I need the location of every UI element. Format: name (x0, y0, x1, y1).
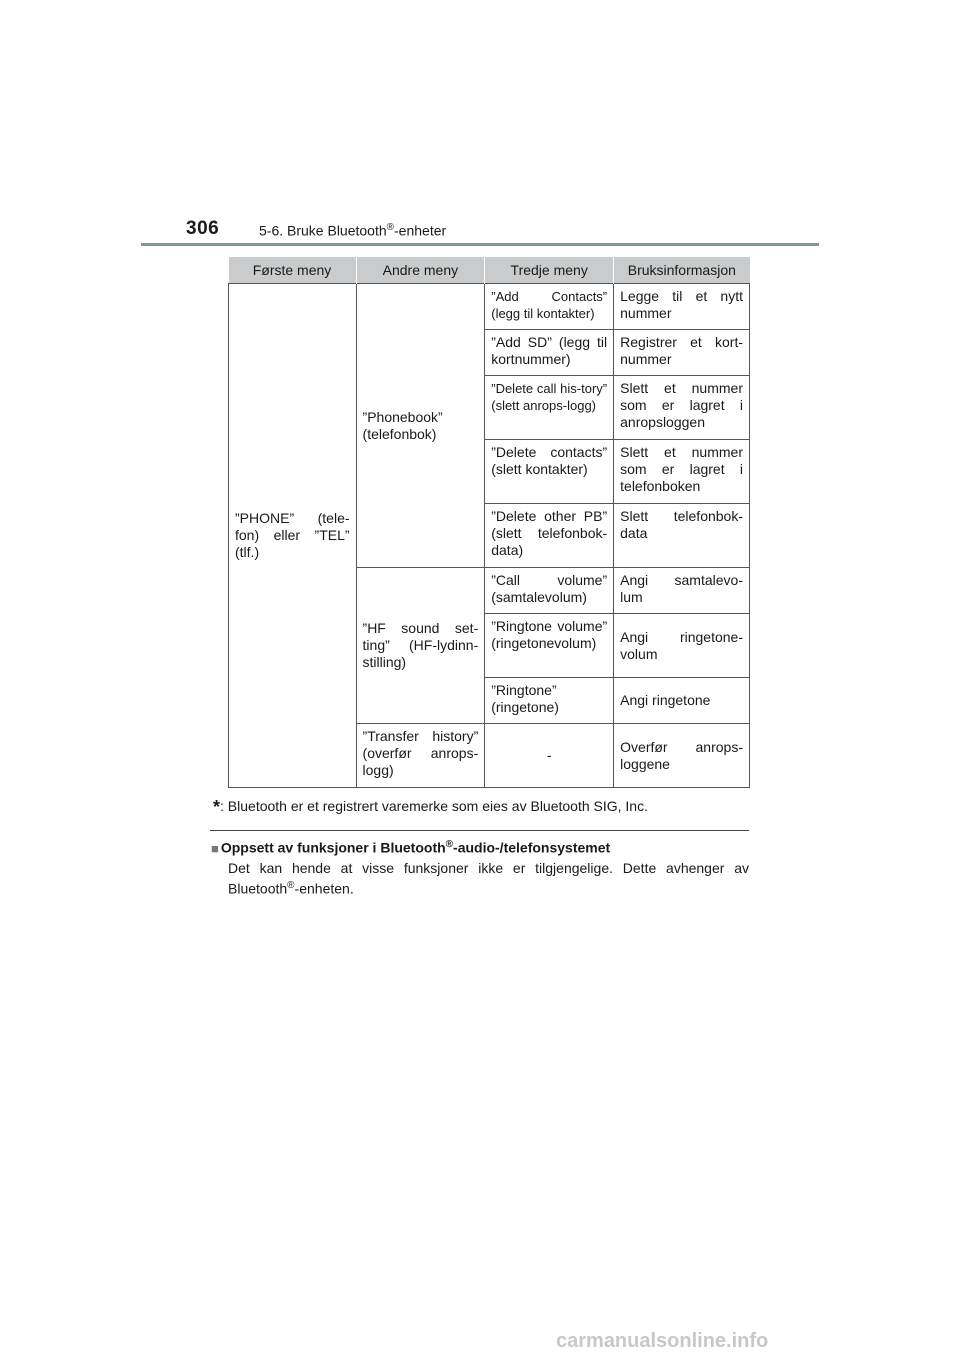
footnote (213, 797, 648, 818)
usage-info-cell: Legge til et nytt nummer (614, 284, 750, 330)
table-row (229, 284, 750, 330)
second-menu-transfer: ”Transfer history” (overfør anrops-logg) (356, 724, 485, 788)
third-menu-cell: ”Add Contacts” (legg til kontakter) (485, 284, 614, 330)
second-menu-phonebook: ”Phonebook” (telefonbok) (356, 284, 485, 568)
third-menu-cell: ”Delete contacts” (slett kontakter) (485, 440, 614, 504)
page-number: 306 (186, 218, 220, 239)
usage-info-cell: Overfør anrops-loggene (614, 724, 750, 788)
third-menu-cell: ”Add SD” (legg til kortnummer) (485, 330, 614, 376)
table-header-row (229, 257, 750, 284)
bullet-square-icon: ■ (211, 840, 219, 856)
note-heading-suffix: -audio-/telefonsystemet (453, 839, 611, 856)
usage-info-cell: Slett et nummer som er lagret i telefonboken (614, 440, 750, 504)
usage-info-cell: Slett telefonbok-data (614, 504, 750, 568)
note-body (228, 859, 749, 898)
registered-mark: ® (386, 222, 395, 233)
asterisk-icon: * (213, 797, 221, 817)
third-menu-cell: ”Delete other PB” (slett telefonbok-data) (485, 504, 614, 568)
registered-mark: ® (445, 839, 454, 850)
header-rule (141, 243, 819, 246)
section-title (259, 222, 446, 239)
registered-mark: ® (287, 880, 295, 891)
column-header-third-menu: Tredje meny (485, 257, 614, 284)
section-title-prefix: 5-6. Bruke Bluetooth (259, 222, 387, 239)
usage-info-cell: Angi samtalevo-lum (614, 568, 750, 614)
note-divider (210, 830, 749, 831)
second-menu-hf-sound: ”HF sound set-ting” (HF-lydinn-stilling) (356, 568, 485, 724)
usage-info-cell: Angi ringetone (614, 678, 750, 724)
footnote-text: : Bluetooth er et registrert varemerke som eies av Bluetooth SIG, Inc. (220, 798, 648, 814)
section-title-suffix: -enheter (394, 222, 447, 239)
usage-info-cell: Slett et nummer som er lagret i anropsloggen (614, 376, 750, 440)
note-heading (211, 839, 610, 856)
usage-info-cell: Angi ringetone-volum (614, 614, 750, 678)
column-header-first-menu: Første meny (229, 257, 357, 284)
watermark: carmanualsonline.info (556, 1330, 769, 1352)
third-menu-cell: - (485, 724, 614, 788)
note-body-prefix: Det kan hende at visse funksjoner ikke er tilgjengelige. Dette avhenger av Bluetooth (228, 860, 749, 897)
third-menu-cell: ”Ringtone volume” (ringetonevolum) (485, 614, 614, 678)
usage-info-cell: Registrer et kort-nummer (614, 330, 750, 376)
third-menu-cell: ”Delete call his-tory” (slett anrops-logg) (485, 376, 614, 440)
first-menu-cell: ”PHONE” (tele-fon) eller ”TEL” (tlf.) (229, 284, 357, 788)
third-menu-cell: ”Call volume” (samtalevolum) (485, 568, 614, 614)
menu-table (228, 257, 750, 788)
column-header-usage-info: Bruksinformasjon (614, 257, 750, 284)
note-body-suffix: -enheten. (294, 880, 354, 897)
column-header-second-menu: Andre meny (356, 257, 485, 284)
third-menu-cell: ”Ringtone” (ringetone) (485, 678, 614, 724)
note-heading-prefix: Oppsett av funksjoner i Bluetooth (220, 839, 446, 856)
